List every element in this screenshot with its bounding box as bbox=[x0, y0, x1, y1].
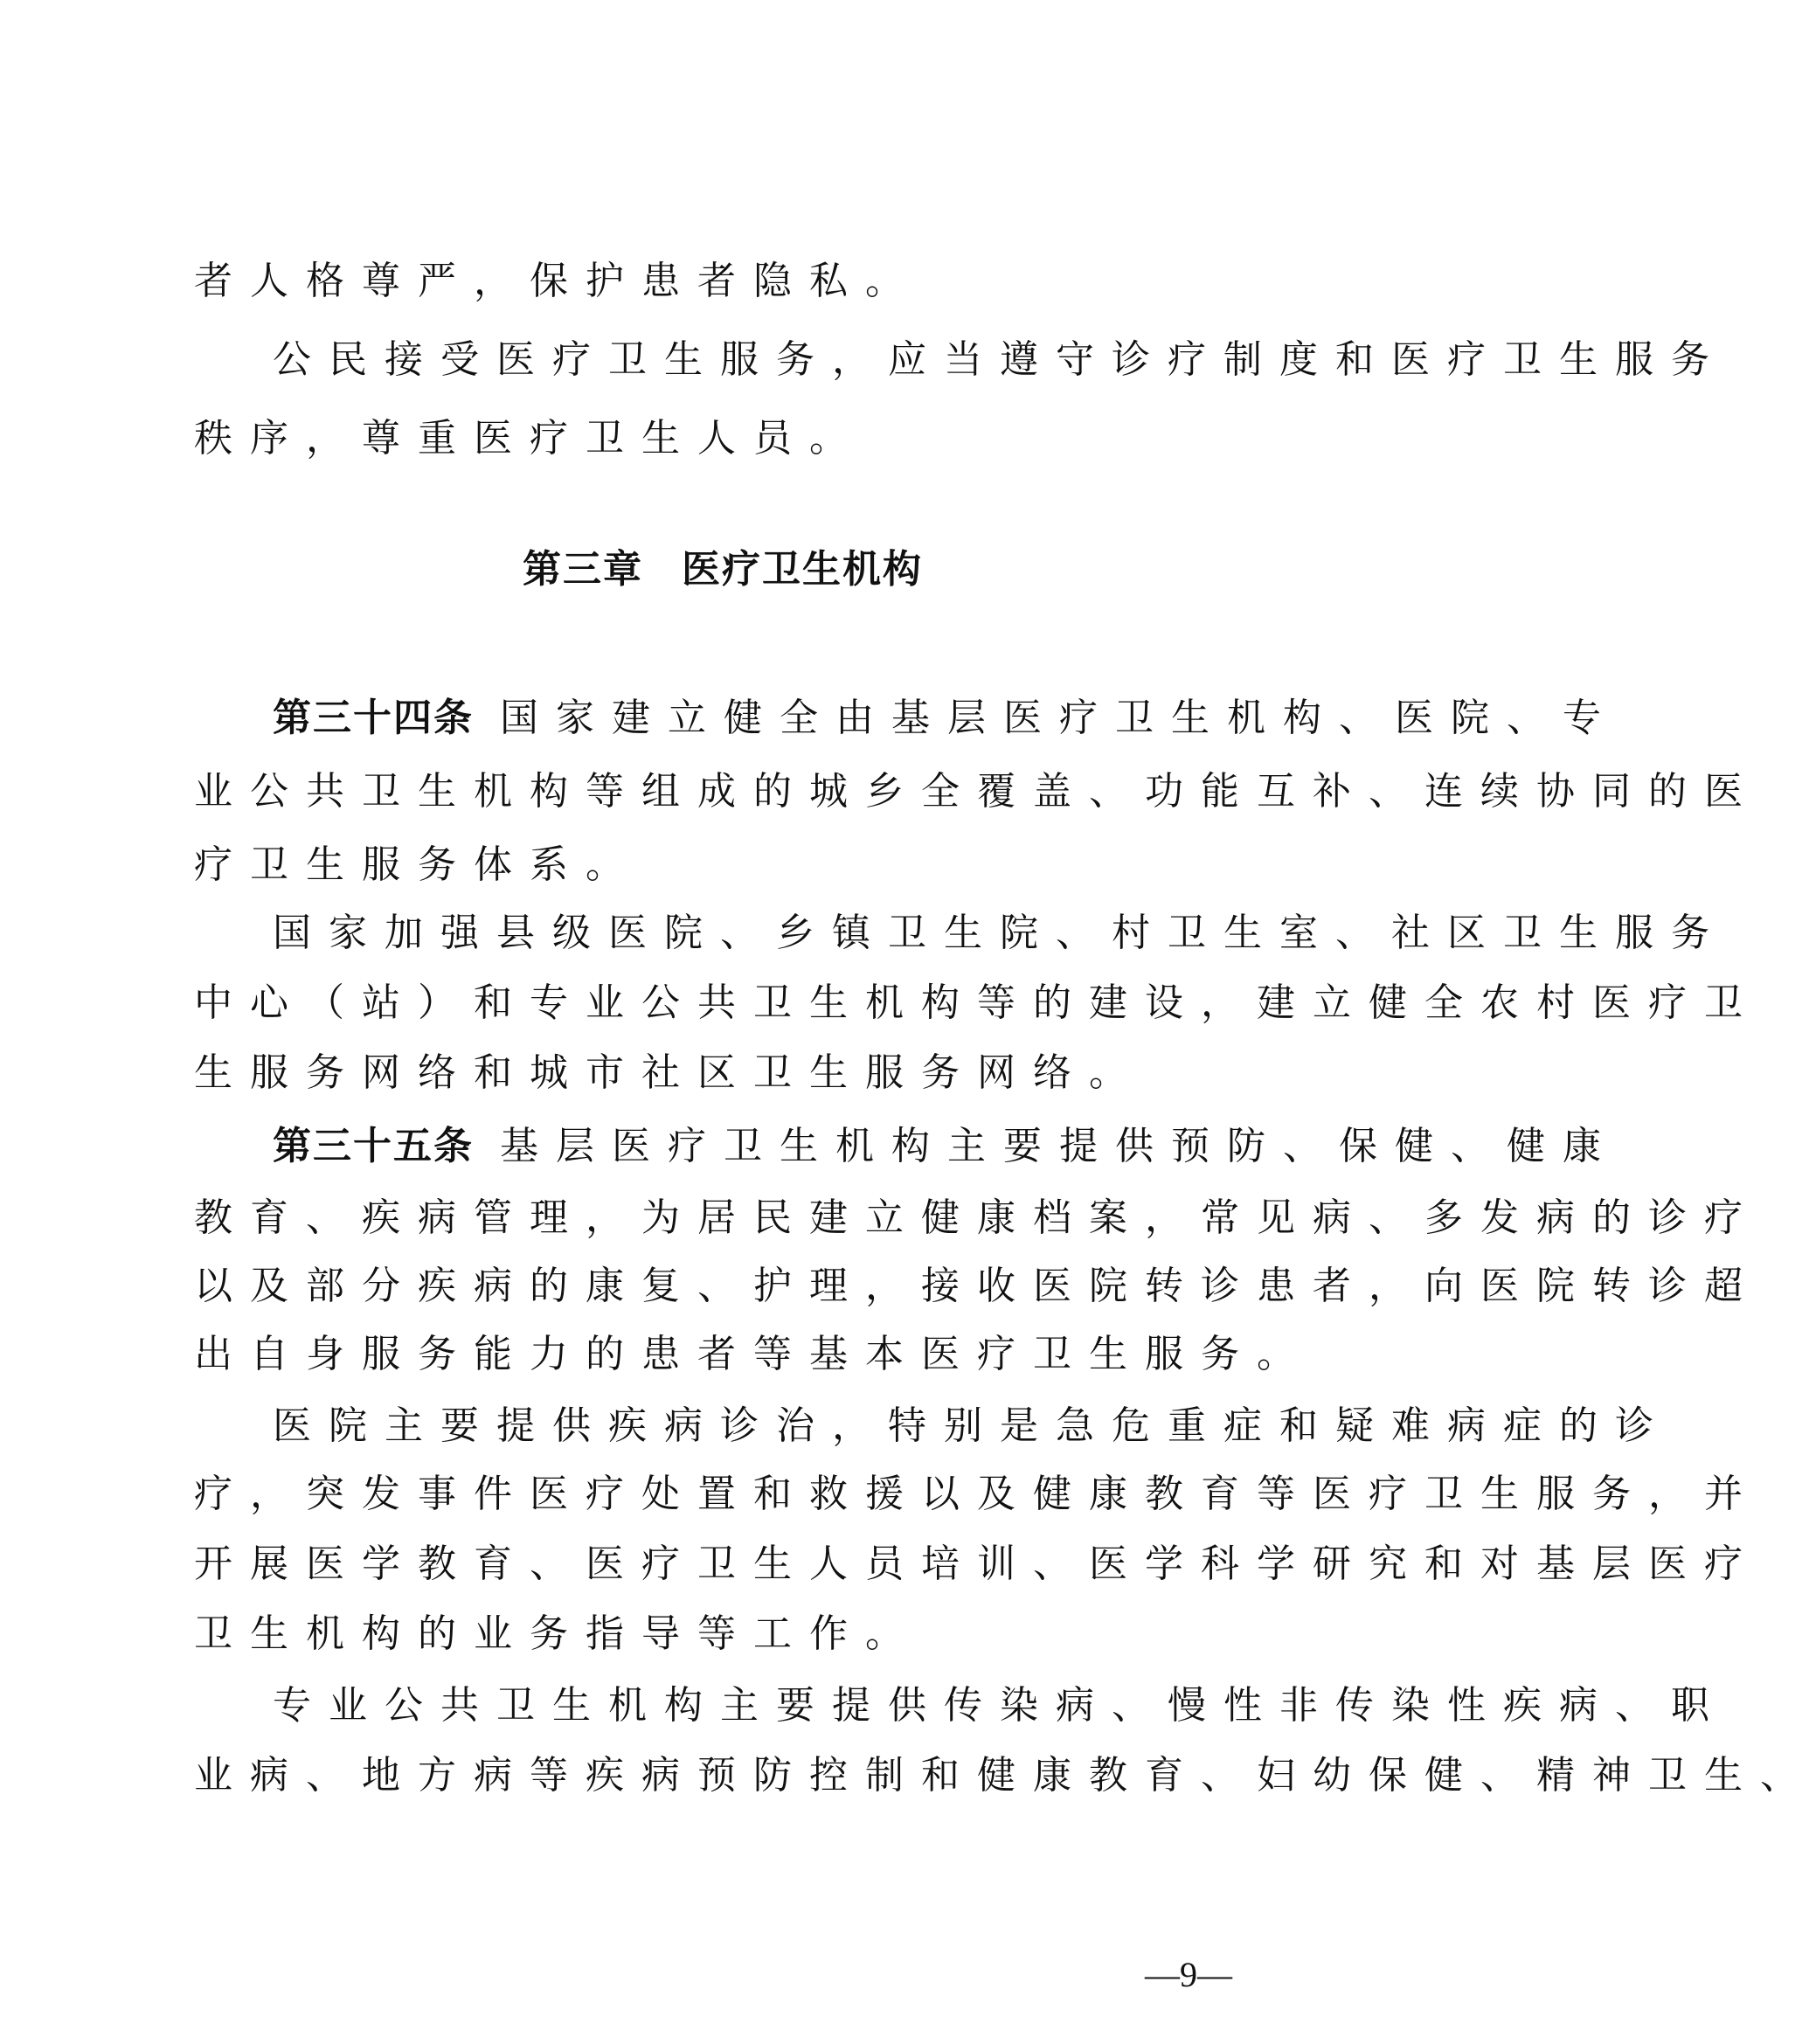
article-35-line bbox=[273, 1119, 1618, 1174]
chapter-title: 医疗卫生机构 bbox=[682, 547, 923, 592]
text-line: 开展医学教育、医疗卫生人员培训、医学科学研究和对基层医疗 bbox=[194, 1542, 1760, 1586]
text-line: 者人格尊严，保护患者隐私。 bbox=[194, 259, 921, 303]
text-line: 秩序，尊重医疗卫生人员。 bbox=[194, 416, 865, 461]
article-34-line bbox=[273, 690, 1618, 746]
text-span: 国家建立健全由基层医疗卫生机构、医院、专 bbox=[500, 696, 1618, 740]
article-label: 第三十五条 bbox=[273, 1124, 474, 1168]
text-line: 以及部分疾病的康复、护理，接收医院转诊患者，向医院转诊超 bbox=[194, 1264, 1760, 1308]
text-line: 公民接受医疗卫生服务，应当遵守诊疗制度和医疗卫生服务 bbox=[273, 337, 1727, 382]
text-line: 卫生机构的业务指导等工作。 bbox=[194, 1611, 921, 1656]
text-line: 出自身服务能力的患者等基本医疗卫生服务。 bbox=[194, 1332, 1313, 1376]
text-line: 疗，突发事件医疗处置和救援以及健康教育等医疗卫生服务，并 bbox=[194, 1472, 1760, 1516]
text-line: 生服务网络和城市社区卫生服务网络。 bbox=[194, 1050, 1145, 1095]
text-line: 专业公共卫生机构主要提供传染病、慢性非传染性疾病、职 bbox=[273, 1683, 1727, 1728]
text-line: 疗卫生服务体系。 bbox=[194, 842, 641, 887]
text-line: 业病、地方病等疾病预防控制和健康教育、妇幼保健、精神卫生、 bbox=[194, 1753, 1816, 1798]
text-line: 国家加强县级医院、乡镇卫生院、村卫生室、社区卫生服务 bbox=[273, 911, 1727, 955]
article-label: 第三十四条 bbox=[273, 696, 474, 740]
text-line: 医院主要提供疾病诊治，特别是急危重症和疑难病症的诊 bbox=[273, 1403, 1671, 1448]
chapter-number: 第三章 bbox=[523, 547, 643, 592]
text-line: 业公共卫生机构等组成的城乡全覆盖、功能互补、连续协同的医 bbox=[194, 769, 1760, 814]
text-line: 中心（站）和专业公共卫生机构等的建设，建立健全农村医疗卫 bbox=[194, 980, 1760, 1025]
text-span: 基层医疗卫生机构主要提供预防、保健、健康 bbox=[500, 1124, 1618, 1168]
chapter-heading bbox=[0, 542, 1445, 598]
page-number: —9— bbox=[1145, 1955, 1232, 1994]
text-line: 教育、疾病管理，为居民建立健康档案，常见病、多发病的诊疗 bbox=[194, 1195, 1760, 1240]
